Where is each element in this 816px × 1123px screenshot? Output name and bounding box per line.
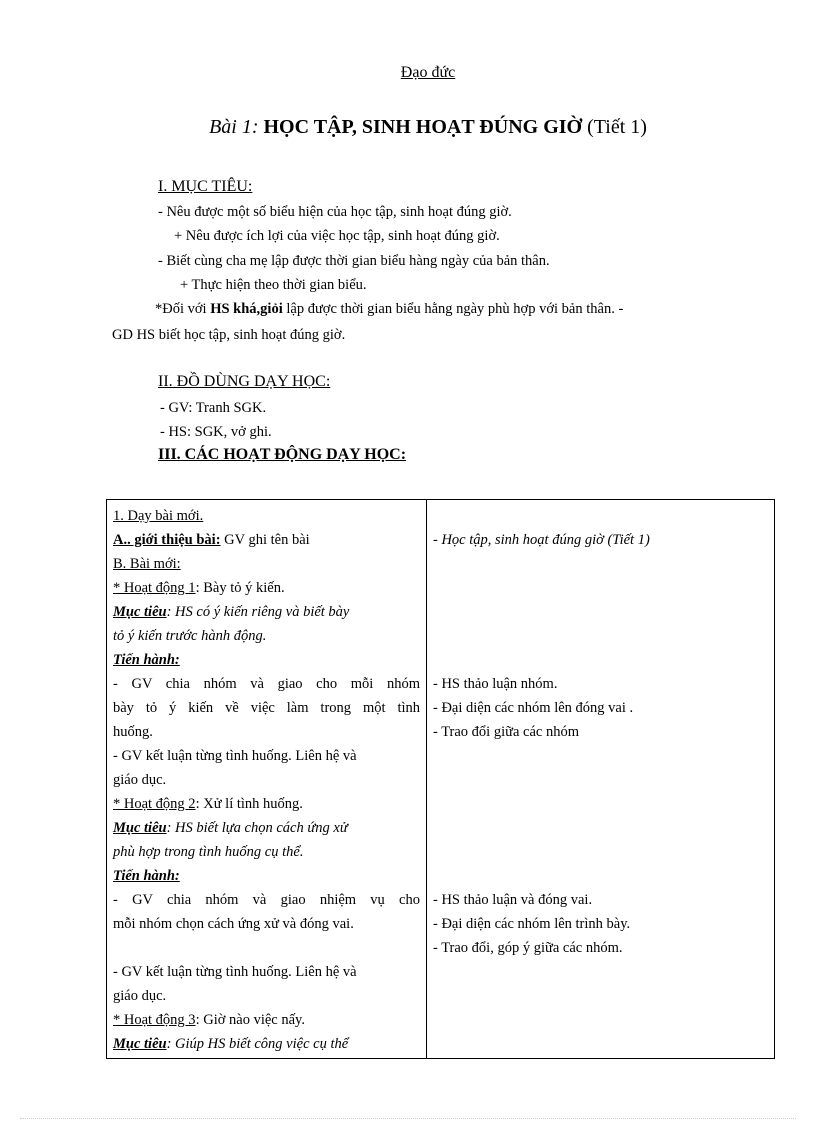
lesson-title-prefix: Bài 1:: [209, 116, 259, 138]
objective-line: + Nêu được ích lợi của việc học tập, sinh hoạt đúng giờ.: [174, 228, 500, 244]
procedure-label: Tiến hành:: [113, 652, 180, 668]
activity-2-objective: [113, 816, 420, 840]
student-line: - HS thảo luận nhóm.: [433, 676, 558, 692]
student-line: - Trao đổi, góp ý giữa các nhóm.: [433, 940, 623, 956]
activity-1-label: * Hoạt động 1: [113, 580, 196, 596]
objective-text: : Giúp HS biết công việc cụ thể: [166, 1036, 349, 1052]
activity-2-label: * Hoạt động 2: [113, 796, 196, 812]
activity-3-label: * Hoạt động 3: [113, 1012, 196, 1028]
student-activities-column: [427, 500, 775, 1059]
procedure-line: - GV kết luận từng tình huống. Liên hệ và: [113, 964, 357, 980]
objectives-heading: I. MỤC TIÊU:: [158, 178, 253, 195]
materials-heading: II. ĐỒ DÙNG DẠY HỌC:: [158, 373, 331, 390]
activity-3-text: : Giờ nào việc nấy.: [195, 1012, 305, 1028]
student-line: - HS thảo luận và đóng vai.: [433, 892, 593, 908]
objective-text: : HS có ý kiến riêng và biết bày: [166, 604, 350, 620]
new-content-heading: B. Bài mới:: [113, 556, 181, 572]
objective-line-advanced-bold: HS khá,giỏi: [210, 301, 283, 317]
procedure-line: huống.: [113, 724, 153, 740]
objective-label: Mục tiêu: [113, 1036, 167, 1052]
objective-line-advanced-pre: *Đối với: [155, 301, 211, 317]
objective-line: GD HS biết học tập, sinh hoạt đúng giờ.: [112, 327, 346, 343]
objective-label: Mục tiêu: [113, 604, 167, 620]
spacer: [433, 552, 768, 672]
materials-line: - GV: Tranh SGK.: [160, 400, 267, 416]
lesson-title-main: HỌC TẬP, SINH HOẠT ĐÚNG GIỜ: [263, 116, 583, 138]
objective-label: Mục tiêu: [113, 820, 167, 836]
procedure-line: bày tỏ ý kiến về việc làm trong một tình: [113, 700, 420, 716]
procedure-label: Tiến hành:: [113, 868, 180, 884]
student-line: - Đại diện các nhóm lên trình bày.: [433, 916, 631, 932]
activity-2-text: : Xử lí tình huống.: [195, 796, 303, 812]
activity-1-line: [113, 576, 420, 600]
lesson-title: [0, 116, 816, 139]
activities-table: [106, 499, 775, 1059]
procedure-line: - GV chia nhóm và giao nhiệm vụ cho: [113, 892, 420, 908]
page-bottom-border: [20, 1118, 796, 1119]
intro-label: A.. giới thiệu bài:: [113, 532, 221, 548]
subject-heading: Đạo đức: [400, 64, 456, 81]
intro-line: [113, 528, 420, 552]
student-line: - Đại diện các nhóm lên đóng vai .: [433, 700, 634, 716]
procedure-line: - GV kết luận từng tình huống. Liên hệ và: [113, 748, 357, 764]
spacer: [433, 504, 768, 528]
procedure-line: mỗi nhóm chọn cách ứng xử và đóng vai.: [113, 916, 354, 932]
objective-line: - Nêu được một số biểu hiện của học tập, sinh hoạt đúng giờ.: [158, 204, 512, 220]
spacer: [113, 936, 420, 960]
objective-line: + Thực hiện theo thời gian biểu.: [180, 277, 367, 293]
new-lesson-heading: 1. Dạy bài mới.: [113, 508, 204, 524]
activity-1-objective-cont: tỏ ý kiến trước hành động.: [113, 628, 267, 644]
activity-2-line: [113, 792, 420, 816]
activities-heading: III. CÁC HOẠT ĐỘNG DẠY HỌC:: [158, 446, 407, 463]
lesson-title-suffix: (Tiết 1): [587, 116, 647, 138]
materials-line: - HS: SGK, vở ghi.: [160, 424, 272, 440]
objective-line: - Biết cùng cha mẹ lập được thời gian biểu hàng ngày của bản thân.: [158, 253, 550, 269]
activity-3-objective: [113, 1032, 420, 1056]
objective-text: : HS biết lựa chọn cách ứng xử: [166, 820, 348, 836]
activity-1-objective: [113, 600, 420, 624]
procedure-line: giáo dục.: [113, 772, 167, 788]
activity-3-line: [113, 1008, 420, 1032]
objective-line-advanced-post: lập được thời gian biểu hằng ngày phù hợp với bản thân. -: [282, 301, 624, 317]
activity-2-objective-cont: phù hợp trong tình huống cụ thể.: [113, 844, 304, 860]
spacer: [433, 744, 768, 888]
student-line: - Trao đổi giữa các nhóm: [433, 724, 579, 740]
procedure-line: - GV chia nhóm và giao cho mỗi nhóm: [113, 676, 420, 692]
procedure-line: giáo dục.: [113, 988, 167, 1004]
student-line: - Học tập, sinh hoạt đúng giờ (Tiết 1): [433, 532, 650, 548]
objective-line-advanced: [155, 301, 623, 318]
intro-text: GV ghi tên bài: [220, 532, 310, 548]
teacher-activities-column: [107, 500, 427, 1059]
activity-1-text: : Bày tỏ ý kiến.: [195, 580, 285, 596]
